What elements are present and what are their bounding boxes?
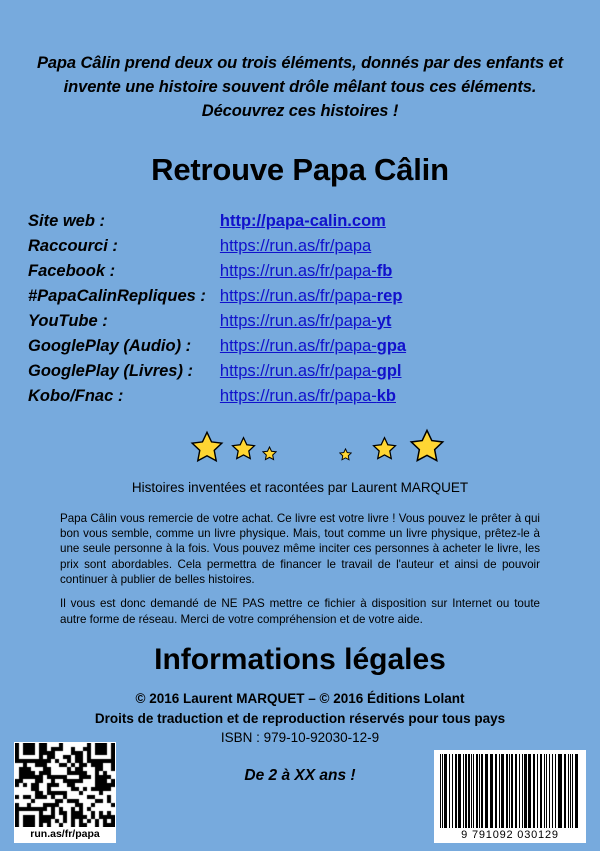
star-icon bbox=[372, 436, 397, 461]
links-table-body bbox=[28, 212, 406, 412]
link-row-youtube[interactable] bbox=[28, 312, 406, 337]
legal-paragraph-1: Papa Câlin vous remercie de votre achat. Ce livre est votre livre ! Vous pouvez le prêter à qui bon vous semble, comme un livre physique. Mais, tout comme un livre physique, prêtez-le à une seule personne à la fois. Vous pouvez même inciter ces personnes à acheter le livre, les prix sont abordables. Cela permettra de financer le travail de l'auteur et ainsi de pouvoir continuer à publier de belles histoires. bbox=[60, 511, 540, 586]
link-suffix-googleplay-livres: gpl bbox=[376, 361, 402, 380]
link-label-kobo-fnac: Kobo/Fnac : bbox=[28, 386, 124, 405]
links-table bbox=[28, 212, 406, 412]
link-url-youtube: https://run.as/fr/papa- bbox=[219, 311, 377, 330]
barcode-bars bbox=[440, 754, 580, 828]
link-value-youtube[interactable] bbox=[220, 312, 406, 337]
star-icon bbox=[190, 430, 224, 464]
link-row-googleplay-livres[interactable] bbox=[28, 362, 406, 387]
link-suffix-facebook: fb bbox=[376, 261, 393, 280]
qr-code-block[interactable] bbox=[14, 742, 116, 843]
link-url-raccourci: https://run.as/fr/papa bbox=[219, 236, 372, 255]
link-value-kobo-fnac[interactable] bbox=[220, 387, 406, 412]
age-range-line: De 2 à XX ans ! bbox=[244, 767, 356, 785]
link-value-site-web[interactable] bbox=[220, 212, 406, 237]
link-anchor-youtube[interactable] bbox=[220, 312, 392, 330]
link-value-facebook[interactable] bbox=[220, 262, 406, 287]
link-label-raccourci: Raccourci : bbox=[28, 236, 118, 255]
legal-section-title: Informations légales bbox=[154, 642, 446, 676]
star-icon bbox=[339, 448, 352, 461]
link-anchor-kobo-fnac[interactable] bbox=[220, 387, 396, 405]
intro-paragraph: Papa Câlin prend deux ou trois éléments, donnés par des enfants et invente une histoire souvent drôle mêlant tous ces éléments. Découvrez ces histoires ! bbox=[36, 54, 564, 120]
link-suffix-papacalinrepliques: rep bbox=[376, 286, 403, 305]
barcode-digits: 9 791092 030129 bbox=[461, 829, 559, 841]
link-value-googleplay-livres[interactable] bbox=[220, 362, 406, 387]
link-row-site-web[interactable] bbox=[28, 212, 406, 237]
link-anchor-raccourci[interactable] bbox=[220, 237, 371, 255]
qr-code-caption: run.as/fr/papa bbox=[30, 828, 100, 840]
link-label-site-web: Site web : bbox=[28, 211, 106, 230]
link-suffix-kobo-fnac: kb bbox=[376, 386, 396, 405]
link-value-papacalinrepliques[interactable] bbox=[220, 287, 406, 312]
credit-line: Histoires inventées et racontées par Laurent MARQUET bbox=[131, 479, 469, 495]
link-url-papacalinrepliques: https://run.as/fr/papa- bbox=[219, 286, 377, 305]
barcode-block bbox=[434, 750, 586, 843]
link-label-youtube: YouTube : bbox=[28, 311, 108, 330]
link-label-googleplay-livres: GooglePlay (Livres) : bbox=[28, 361, 194, 380]
star-icon bbox=[409, 428, 445, 464]
link-label-googleplay-audio: GooglePlay (Audio) : bbox=[28, 336, 192, 355]
link-anchor-papacalinrepliques[interactable] bbox=[220, 287, 403, 305]
link-row-googleplay-audio[interactable] bbox=[28, 337, 406, 362]
link-anchor-site-web[interactable] bbox=[220, 212, 386, 230]
star-icon bbox=[231, 436, 256, 461]
link-url-site-web: http://papa-calin.com bbox=[219, 211, 386, 230]
link-url-facebook: https://run.as/fr/papa- bbox=[219, 261, 377, 280]
isbn-line: ISBN : 979-10-92030-12-9 bbox=[220, 730, 380, 746]
link-label-papacalinrepliques: #PapaCalinRepliques : bbox=[28, 286, 206, 305]
copyright-block bbox=[28, 689, 572, 730]
star-icon bbox=[262, 446, 277, 461]
link-suffix-googleplay-audio: gpa bbox=[376, 336, 407, 355]
link-url-kobo-fnac: https://run.as/fr/papa- bbox=[219, 386, 377, 405]
link-suffix-youtube: yt bbox=[376, 311, 392, 330]
page-title: Retrouve Papa Câlin bbox=[151, 151, 449, 187]
link-url-googleplay-livres: https://run.as/fr/papa- bbox=[219, 361, 377, 380]
copyright-line-1: © 2016 Laurent MARQUET – © 2016 Éditions Lolant bbox=[135, 690, 465, 706]
legal-notice bbox=[60, 511, 540, 627]
link-anchor-googleplay-audio[interactable] bbox=[220, 337, 406, 355]
link-row-papacalinrepliques[interactable] bbox=[28, 287, 406, 312]
qr-code-image[interactable] bbox=[15, 743, 115, 827]
link-row-kobo-fnac[interactable] bbox=[28, 387, 406, 412]
link-row-raccourci[interactable] bbox=[28, 237, 406, 262]
link-anchor-facebook[interactable] bbox=[220, 262, 392, 280]
link-value-googleplay-audio[interactable] bbox=[220, 337, 406, 362]
legal-paragraph-2: Il vous est donc demandé de NE PAS mettre ce fichier à disposition sur Internet ou toute autre forme de réseau. Merci de votre compréhension et de votre aide. bbox=[60, 597, 540, 626]
link-row-facebook[interactable] bbox=[28, 262, 406, 287]
copyright-line-2: Droits de traduction et de reproduction réservés pour tous pays bbox=[94, 711, 506, 727]
barcode-gap bbox=[578, 754, 580, 828]
link-label-facebook: Facebook : bbox=[28, 261, 116, 280]
link-value-raccourci[interactable] bbox=[220, 237, 406, 262]
star-decoration bbox=[28, 424, 572, 478]
link-anchor-googleplay-livres[interactable] bbox=[220, 362, 402, 380]
link-url-googleplay-audio: https://run.as/fr/papa- bbox=[219, 336, 377, 355]
